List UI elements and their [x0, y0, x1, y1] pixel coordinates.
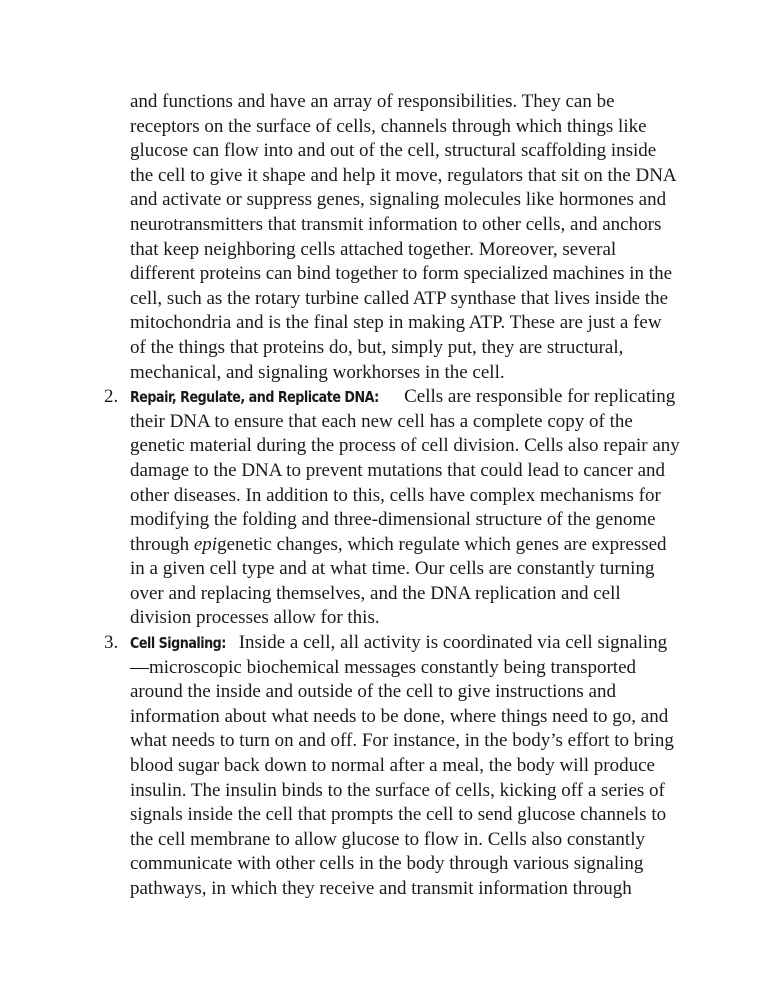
body-text	[104, 90, 682, 902]
item-text-continued: genetic changes, which regulate which genes are expressed in a given cell type and at what time. Our cells are constantly turning over and replacing themselves, and the DNA replication and cell division processes allow for this.	[130, 533, 667, 629]
item-text: Cells are responsible for replicating their DNA to ensure that each new cell has a complete copy of the genetic material during the process of cell division. Cells also repair any damage to the DNA to prevent mutations that could lead to cancer and other diseases. In addition to this, cells have complex mechanisms for modifying the folding and three-dimensional structure of the genome through	[130, 386, 680, 555]
item-text: Inside a cell, all activity is coordinated via cell signaling—microscopic biochemical messages constantly being transported around the inside and outside of the cell to give instructions and information about what needs to be done, where things need to go, and what needs to turn on and off. For instance, in the body’s effort to bring blood sugar back down to normal after a meal, the body will produce insulin. The insulin binds to the surface of cells, kicking off a series of signals inside the cell that prompts the cell to send glucose channels to the cell membrane to allow glucose to flow in. Cells also constantly communicate with other cells in the body through various signaling pathways, in which they receive and transmit information through	[130, 632, 674, 899]
item-emphasis: epi	[193, 533, 218, 555]
list-number: 3.	[104, 632, 119, 654]
item-heading: Cell Signaling:	[130, 634, 226, 653]
item-heading: Repair, Regulate, and Replicate DNA:	[130, 388, 379, 407]
list-item-repair-dna	[104, 385, 682, 631]
list-item-cell-signaling	[104, 631, 682, 902]
continuation-paragraph: and functions and have an array of responsibilities. They can be receptors on the surface of cells, channels through which things like glucose can flow into and out of the cell, structural scaffolding inside the cell to give it shape and help it move, regulators that sit on the DNA and activate or suppress genes, signaling molecules like hormones and neurotransmitters that transmit information to other cells, and anchors that keep neighboring cells attached together. Moreover, several different proteins can bind together to form specialized machines in the cell, such as the rotary turbine called ATP synthase that lives inside the mitochondria and is the final step in making ATP. These are just a few of the things that proteins do, but, simply put, they are structural, mechanical, and signaling workhorses in the cell.	[130, 91, 676, 383]
list-number: 2.	[104, 386, 119, 408]
